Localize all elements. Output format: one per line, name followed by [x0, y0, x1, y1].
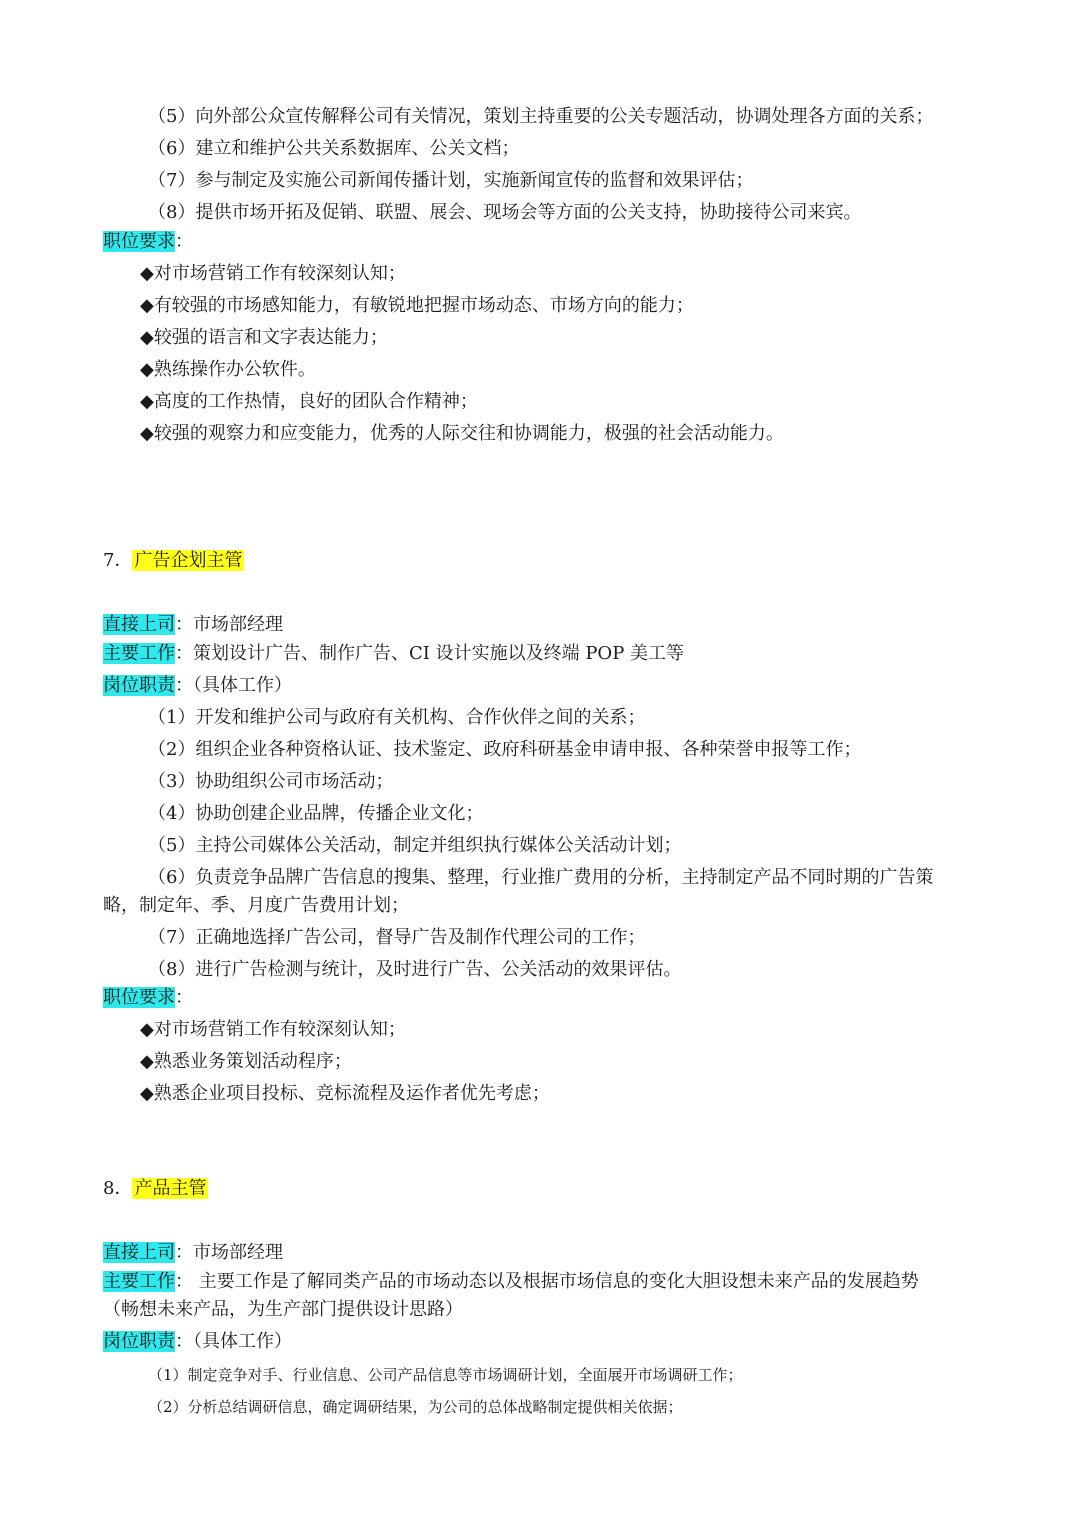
duty-item: （8）提供市场开拓及促销、联盟、展会、现场会等方面的公关支持，协助接待公司来宾。	[148, 202, 862, 223]
section-heading	[103, 1176, 208, 1202]
duty-item: （2）分析总结调研信息，确定调研结果，为公司的总体战略制定提供相关依据；	[148, 1398, 683, 1416]
requirements-colon: ：	[175, 987, 193, 1008]
requirements-label: 职位要求	[103, 231, 175, 252]
boss-label: 直接上司	[103, 614, 175, 635]
requirement-item: ◆熟悉业务策划活动程序；	[140, 1051, 352, 1072]
requirement-item: ◆对市场营销工作有较深刻认知；	[140, 1019, 406, 1040]
requirements-heading	[103, 229, 193, 255]
section-number: 8．	[103, 1178, 133, 1199]
boss-row	[103, 1240, 283, 1266]
duty-item-cont: 略，制定年、季、月度广告费用计划；	[103, 895, 409, 916]
duty-label: 岗位职责	[103, 675, 175, 696]
duty-item: （5）向外部公众宣传解释公司有关情况，策划主持重要的公关专题活动，协调处理各方面的关系；	[148, 106, 934, 127]
duty-item: （5）主持公司媒体公关活动，制定并组织执行媒体公关活动计划；	[148, 835, 682, 856]
work-value-cont: （畅想未来产品，为生产部门提供设计思路）	[103, 1299, 463, 1320]
work-row	[103, 1269, 919, 1295]
duty-item: （8）进行广告检测与统计，及时进行广告、公关活动的效果评估。	[148, 959, 682, 980]
requirements-heading	[103, 985, 193, 1011]
duty-item: （3）协助组织公司市场活动；	[148, 771, 394, 792]
work-label: 主要工作	[103, 1271, 175, 1292]
duty-label: 岗位职责	[103, 1331, 175, 1352]
work-label: 主要工作	[103, 643, 175, 664]
requirement-item: ◆对市场营销工作有较深刻认知；	[140, 263, 406, 284]
duty-value: ：（具体工作）	[175, 675, 292, 696]
work-value: ： 主要工作是了解同类产品的市场动态以及根据市场信息的变化大胆设想未来产品的发展趋势	[175, 1271, 919, 1292]
boss-row	[103, 612, 283, 638]
requirements-colon: ：	[175, 231, 193, 252]
duty-item: （6）建立和维护公共关系数据库、公关文档；	[148, 138, 520, 159]
requirement-item: ◆较强的观察力和应变能力，优秀的人际交往和协调能力，极强的社会活动能力。	[140, 423, 784, 444]
boss-label: 直接上司	[103, 1242, 175, 1263]
duty-row	[103, 1329, 292, 1355]
section-title: 产品主管	[134, 1178, 207, 1199]
duty-row	[103, 673, 292, 699]
duty-item: （4）协助创建企业品牌，传播企业文化；	[148, 803, 484, 824]
requirement-item: ◆高度的工作热情，良好的团队合作精神；	[140, 391, 478, 412]
section-heading	[103, 548, 244, 574]
requirement-item: ◆有较强的市场感知能力，有敏锐地把握市场动态、市场方向的能力；	[140, 295, 694, 316]
requirement-item: ◆较强的语言和文字表达能力；	[140, 327, 388, 348]
duty-item: （2）组织企业各种资格认证、技术鉴定、政府科研基金申请申报、各种荣誉申报等工作；	[148, 739, 862, 760]
work-row	[103, 641, 684, 667]
section-number: 7．	[103, 550, 133, 571]
boss-value: ：市场部经理	[175, 1242, 283, 1263]
duty-item: （7）正确地选择广告公司，督导广告及制作代理公司的工作；	[148, 927, 646, 948]
duty-item: （6）负责竞争品牌广告信息的搜集、整理，行业推广费用的分析，主持制定产品不同时期的广告策	[148, 867, 934, 888]
requirements-label: 职位要求	[103, 987, 175, 1008]
duty-item: （1）开发和维护公司与政府有关机构、合作伙伴之间的关系；	[148, 707, 646, 728]
boss-value: ：市场部经理	[175, 614, 283, 635]
duty-value: ：（具体工作）	[175, 1331, 292, 1352]
requirement-item: ◆熟悉企业项目投标、竞标流程及运作者优先考虑；	[140, 1083, 550, 1104]
duty-item: （1）制定竞争对手、行业信息、公司产品信息等市场调研计划，全面展开市场调研工作；	[148, 1366, 743, 1384]
duty-item: （7）参与制定及实施公司新闻传播计划，实施新闻宣传的监督和效果评估；	[148, 170, 754, 191]
section-title: 广告企划主管	[134, 550, 243, 571]
work-value: ：策划设计广告、制作广告、CI 设计实施以及终端 POP 美工等	[175, 643, 685, 664]
requirement-item: ◆熟练操作办公软件。	[140, 359, 316, 380]
